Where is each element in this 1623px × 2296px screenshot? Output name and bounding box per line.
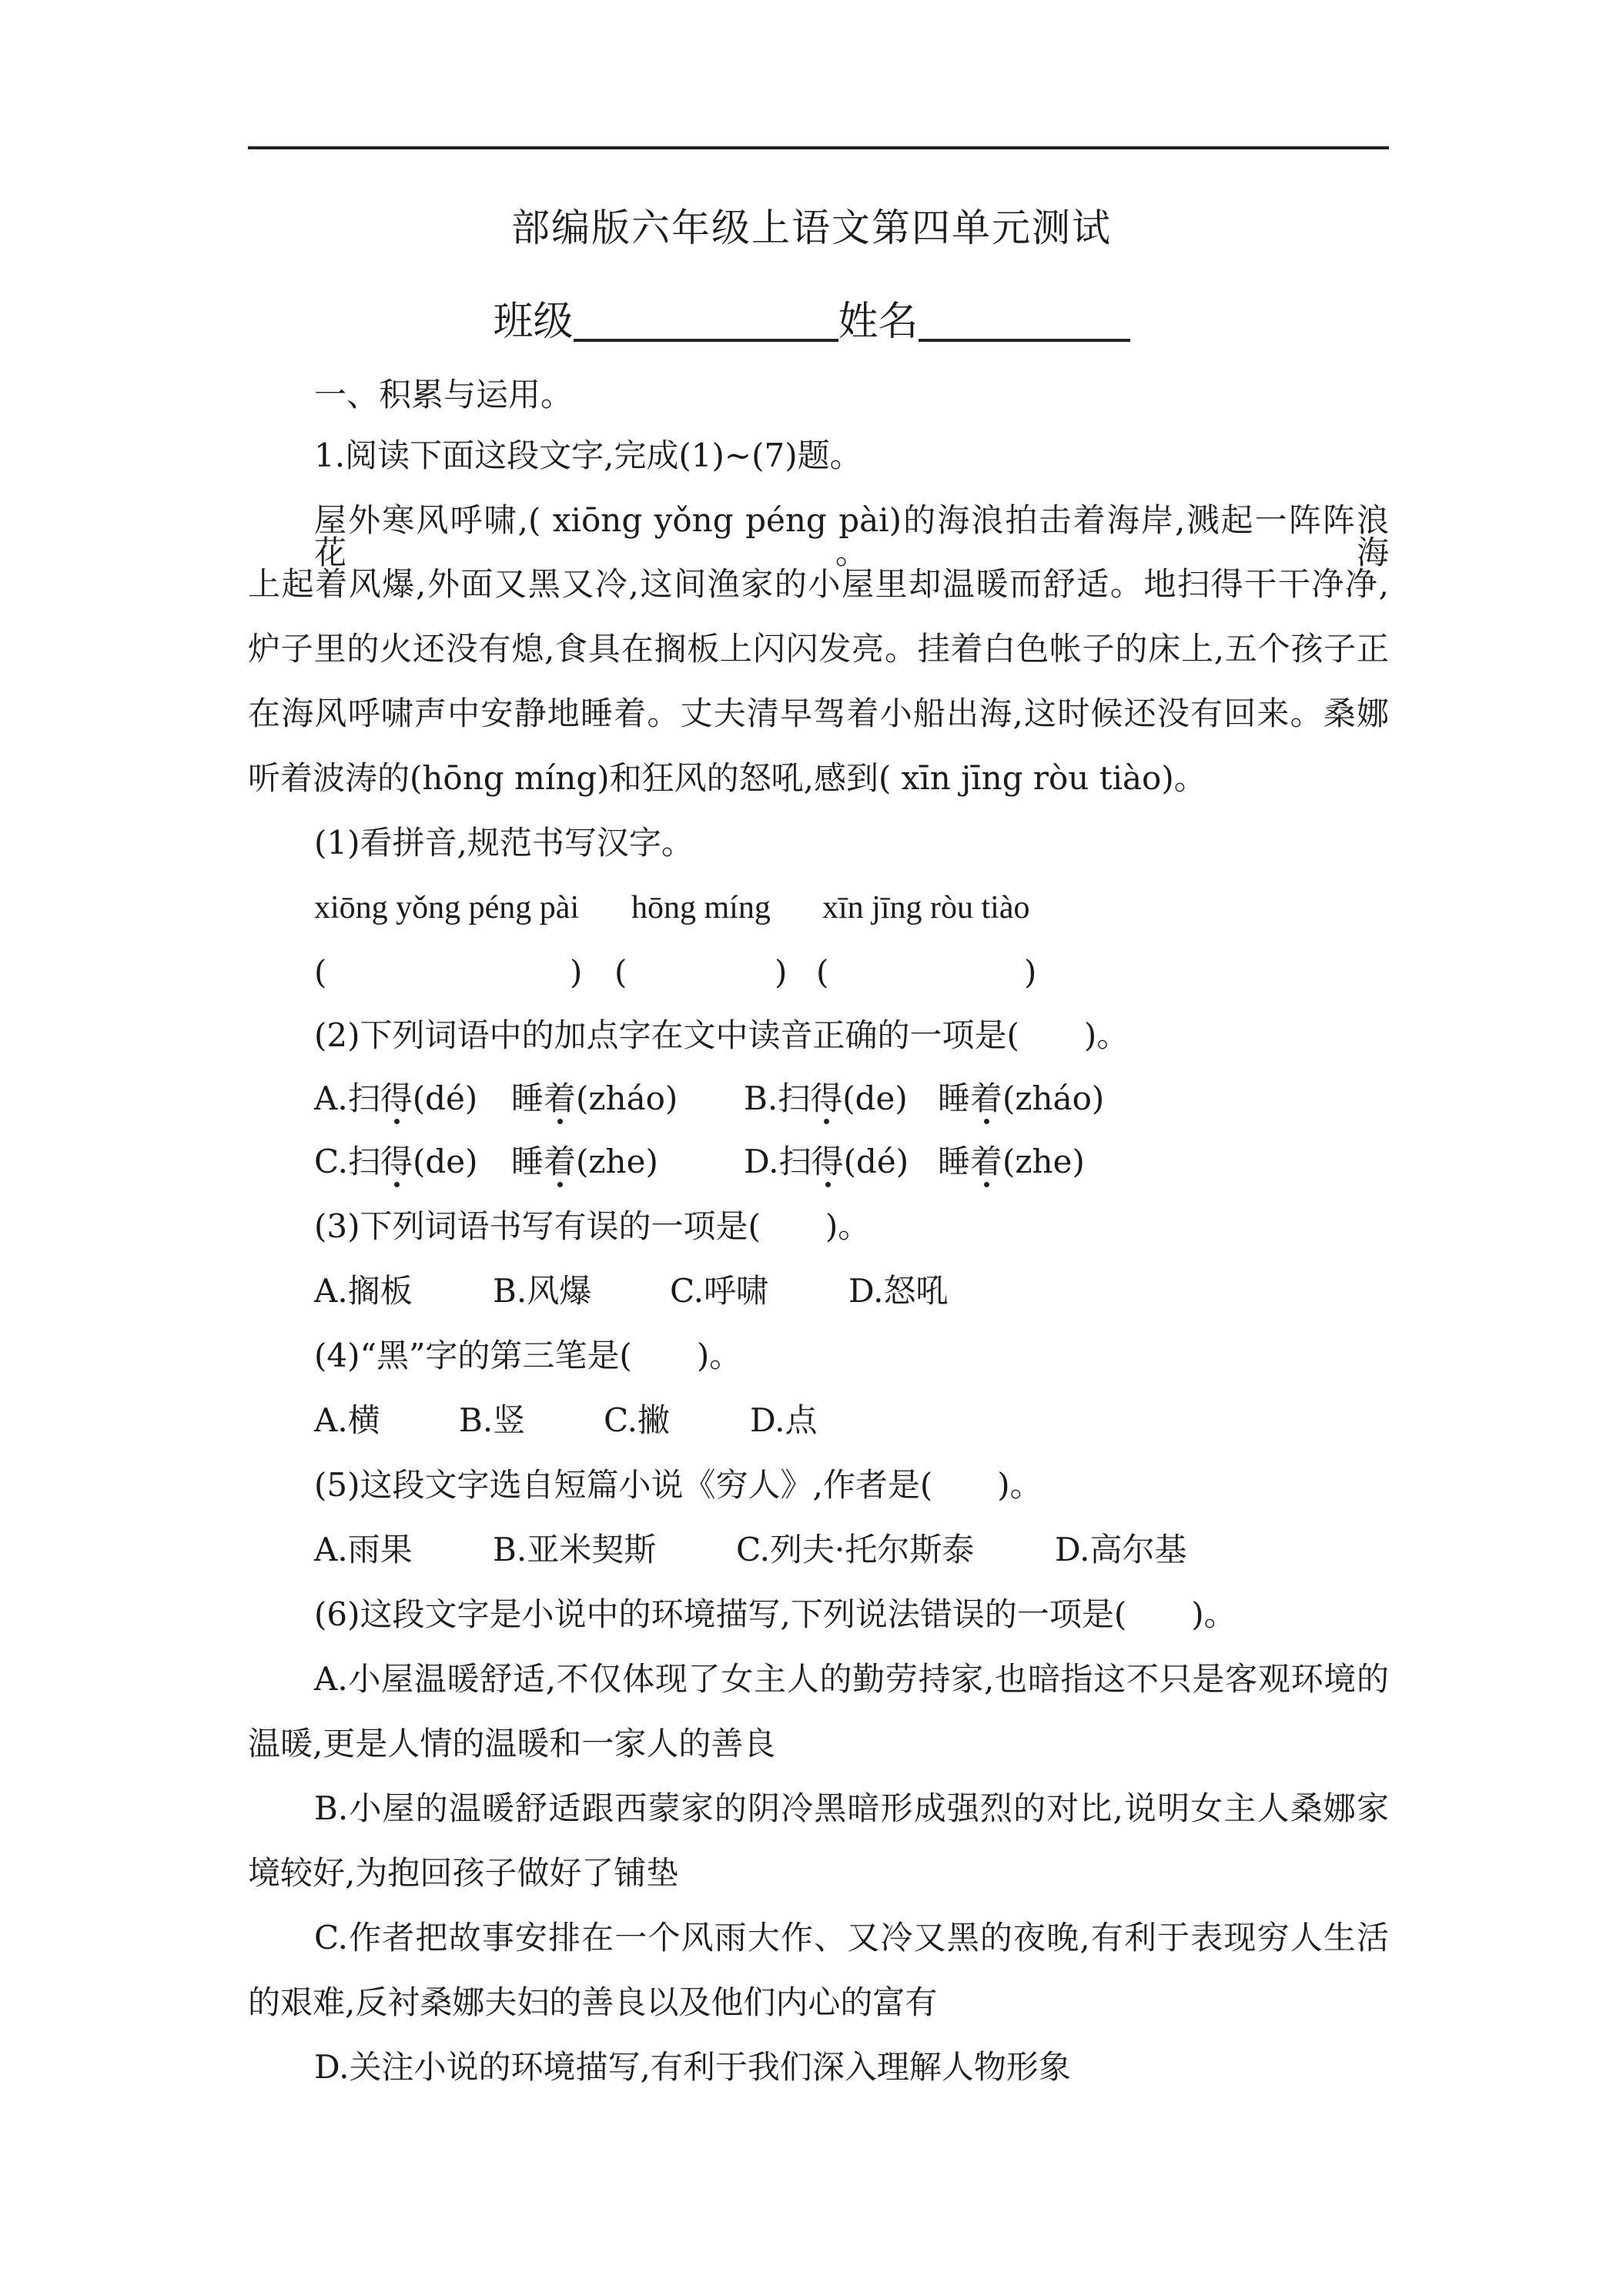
answer-paren-close[interactable]: ) xyxy=(570,953,583,991)
passage-line: 在海风呼啸声中安静地睡着。丈夫清早驾着小船出海,这时候还没有回来。桑娜 xyxy=(248,694,1389,732)
option-d[interactable]: D.点 xyxy=(750,1401,818,1439)
option-c[interactable]: C.作者把故事安排在一个风雨大作、又冷又黑的夜晚,有利于表现穷人生活 xyxy=(314,1919,1389,1956)
class-name-line xyxy=(0,289,1623,346)
option-a[interactable]: A.小屋温暖舒适,不仅体现了女主人的勤劳持家,也暗指这不只是客观环境的 xyxy=(314,1660,1389,1698)
option-c[interactable]: C.列夫·托尔斯泰 xyxy=(736,1531,975,1568)
dotted-char: 得 xyxy=(810,1079,843,1117)
pinyin-item: xiōng yǒng péng pài xyxy=(314,890,580,925)
option-d[interactable]: D.高尔基 xyxy=(1055,1531,1187,1568)
option-c-cont: 的艰难,反衬桑娜夫妇的善良以及他们内心的富有 xyxy=(248,1983,938,2021)
option-b[interactable]: B.扫得(de) xyxy=(744,1079,908,1117)
section-heading: 一、积累与运用。 xyxy=(314,376,574,413)
option-b-word2: 睡着(zháo) xyxy=(938,1079,1105,1117)
option-a[interactable]: A.横 xyxy=(314,1401,380,1439)
dotted-char: 得 xyxy=(380,1143,413,1180)
dotted-char: 着 xyxy=(544,1079,577,1117)
question-1-6-stem: (6)这段文字是小说中的环境描写,下列说法错误的一项是( )。 xyxy=(314,1595,1236,1633)
question-1-3-stem: (3)下列词语书写有误的一项是( )。 xyxy=(314,1207,871,1245)
passage-line: 屋外寒风呼啸,( xiōng yǒng péng pài)的海浪拍击着海岸,溅起一阵阵浪花。海 xyxy=(314,501,1389,571)
answer-paren-open[interactable]: ( xyxy=(614,953,627,991)
dotted-char: 着 xyxy=(970,1143,1003,1180)
option-b[interactable]: B.亚米契斯 xyxy=(493,1531,657,1568)
name-blank[interactable] xyxy=(919,294,1130,342)
class-blank[interactable] xyxy=(574,294,838,342)
question-1-2-stem: (2)下列词语中的加点字在文中读音正确的一项是( )。 xyxy=(314,1016,1129,1054)
option-a-cont: 温暖,更是人情的温暖和一家人的善良 xyxy=(248,1725,776,1762)
passage-line: 听着波涛的(hōng míng)和狂风的怒吼,感到( xīn jīng ròu tiào)。 xyxy=(248,759,1206,797)
option-a[interactable]: A.雨果 xyxy=(314,1531,413,1568)
pinyin-item: xīn jīng ròu tiào xyxy=(822,890,1030,925)
page-title: 部编版六年级上语文第四单元测试 xyxy=(511,206,1112,250)
header-rule xyxy=(248,146,1389,149)
option-b-cont: 境较好,为抱回孩子做好了铺垫 xyxy=(248,1854,679,1892)
dotted-char: 得 xyxy=(380,1079,413,1117)
option-b[interactable]: B.小屋的温暖舒适跟西蒙家的阴冷黑暗形成强烈的对比,说明女主人桑娜家 xyxy=(314,1789,1389,1827)
dotted-char: 着 xyxy=(970,1079,1003,1117)
option-a-word2: 睡着(zháo) xyxy=(511,1079,678,1117)
option-a[interactable]: A.扫得(dé) xyxy=(314,1079,478,1117)
option-b[interactable]: B.风爆 xyxy=(493,1272,592,1310)
option-d[interactable]: D.扫得(dé) xyxy=(744,1143,909,1180)
question-1-intro: 1.阅读下面这段文字,完成(1)~(7)题。 xyxy=(314,437,862,474)
dotted-char: 着 xyxy=(544,1143,577,1180)
option-b[interactable]: B.竖 xyxy=(459,1401,526,1439)
option-c[interactable]: C.呼啸 xyxy=(670,1272,768,1310)
answer-paren-close[interactable]: ) xyxy=(775,953,788,991)
option-d[interactable]: D.关注小说的环境描写,有利于我们深入理解人物形象 xyxy=(314,2048,1071,2086)
answer-paren-open[interactable]: ( xyxy=(816,953,829,991)
name-label: 姓名 xyxy=(838,299,919,345)
passage-line: 炉子里的火还没有熄,食具在搁板上闪闪发亮。挂着白色帐子的床上,五个孩子正 xyxy=(248,630,1389,668)
option-d[interactable]: D.怒吼 xyxy=(848,1272,949,1310)
option-d-word2: 睡着(zhe) xyxy=(938,1143,1085,1180)
answer-paren-close[interactable]: ) xyxy=(1024,953,1037,991)
option-c-word2: 睡着(zhe) xyxy=(511,1143,658,1180)
pinyin-item: hōng míng xyxy=(631,890,771,925)
class-label: 班级 xyxy=(493,299,574,345)
question-1-5-stem: (5)这段文字选自短篇小说《穷人》,作者是( )。 xyxy=(314,1466,1042,1504)
question-1-1-stem: (1)看拼音,规范书写汉字。 xyxy=(314,824,694,862)
option-c[interactable]: C.撇 xyxy=(604,1401,670,1439)
option-a[interactable]: A.搁板 xyxy=(314,1272,413,1310)
dotted-char: 得 xyxy=(811,1143,844,1180)
option-c[interactable]: C.扫得(de) xyxy=(314,1143,478,1180)
answer-paren-open[interactable]: ( xyxy=(314,953,327,991)
question-1-4-stem: (4)“黑”字的第三笔是( )。 xyxy=(314,1337,742,1374)
passage-line: 上起着风爆,外面又黑又冷,这间渔家的小屋里却温暖而舒适。地扫得干干净净, xyxy=(248,565,1389,603)
